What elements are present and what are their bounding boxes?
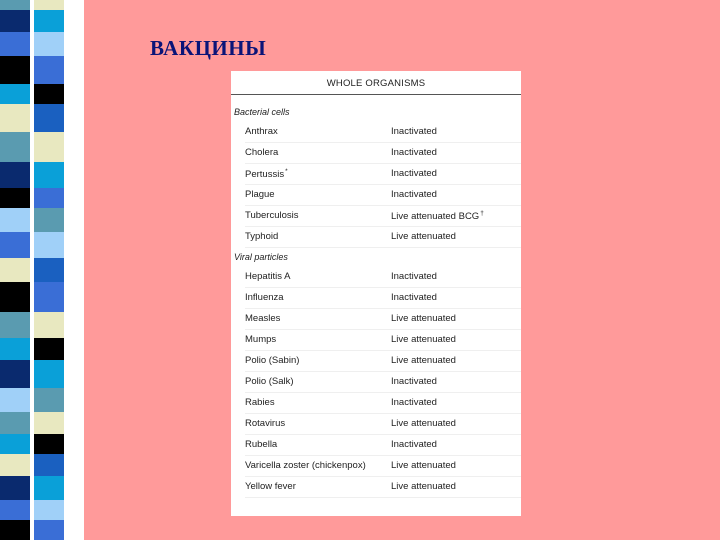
organism-name: Anthrax	[245, 126, 278, 137]
vaccine-type: Inactivated	[391, 439, 437, 450]
stripe-block	[34, 500, 64, 520]
footnote-marker: *	[285, 168, 288, 175]
stripe-block	[34, 476, 64, 500]
heading-divider	[231, 94, 521, 95]
row-divider	[245, 497, 521, 498]
stripe-block	[0, 360, 30, 388]
organism-name: Plague	[245, 189, 275, 200]
vaccine-type: Live attenuated BCG†	[391, 210, 484, 223]
decorative-color-stripe	[0, 0, 68, 540]
stripe-block	[34, 520, 64, 540]
vaccine-type: Inactivated	[391, 189, 437, 200]
stripe-block	[0, 476, 30, 500]
stripe-block	[0, 188, 30, 208]
stripe-block	[0, 338, 30, 360]
table-row	[231, 164, 521, 185]
stripe-block	[0, 312, 30, 338]
table-row	[231, 185, 521, 206]
organism-name: Measles	[245, 313, 281, 324]
vaccine-type: Inactivated	[391, 126, 437, 137]
organism-name: Varicella zoster (chickenpox)	[245, 460, 366, 471]
vaccine-type: Live attenuated	[391, 355, 456, 366]
table-row	[231, 330, 521, 351]
stripe-block	[34, 208, 64, 232]
stripe-block	[34, 32, 64, 56]
organism-name: Hepatitis A	[245, 271, 291, 282]
stripe-block	[34, 412, 64, 434]
table-row	[231, 393, 521, 414]
stripe-block	[34, 162, 64, 188]
stripe-block	[0, 104, 30, 132]
table-row	[231, 267, 521, 288]
vaccine-type: Inactivated	[391, 271, 437, 282]
vaccine-type: Live attenuated	[391, 460, 456, 471]
stripe-block	[0, 84, 30, 104]
table-row	[231, 414, 521, 435]
stripe-block	[0, 32, 30, 56]
stripe-block	[0, 232, 30, 258]
section-label: Viral particles	[234, 252, 288, 262]
stripe-block	[0, 282, 30, 312]
stripe-block	[0, 0, 30, 10]
organism-name: Cholera	[245, 147, 279, 158]
vaccine-type: Live attenuated	[391, 334, 456, 345]
stripe-block	[34, 10, 64, 32]
vaccine-type: Inactivated	[391, 376, 437, 387]
organism-name: Typhoid	[245, 231, 279, 242]
slide-title: ВАКЦИНЫ	[150, 36, 267, 60]
table-heading: WHOLE ORGANISMS	[326, 78, 426, 89]
stripe-block	[0, 412, 30, 434]
table-row	[231, 143, 521, 164]
stripe-block	[0, 162, 30, 188]
stripe-block	[34, 56, 64, 84]
table-row	[231, 288, 521, 309]
organism-name: Polio (Salk)	[245, 376, 294, 387]
footnote-marker: †	[480, 210, 484, 217]
table-row	[231, 122, 521, 143]
stripe-block	[0, 520, 30, 540]
stripe-block	[34, 434, 64, 454]
table-row	[231, 227, 521, 248]
stripe-block	[34, 282, 64, 312]
stripe-block	[34, 258, 64, 282]
organism-name: Mumps	[245, 334, 277, 345]
vaccine-type: Inactivated	[391, 168, 437, 179]
organism-name: Pertussis*	[245, 168, 288, 181]
stripe-block	[34, 338, 64, 360]
stripe-block	[0, 434, 30, 454]
stripe-block	[0, 56, 30, 84]
stripe-block	[0, 132, 30, 162]
vaccine-type: Live attenuated	[391, 481, 456, 492]
table-row	[231, 351, 521, 372]
row-divider	[245, 247, 521, 248]
vaccine-type: Live attenuated	[391, 313, 456, 324]
table-row	[231, 435, 521, 456]
table-row	[231, 206, 521, 227]
vaccine-type: Inactivated	[391, 147, 437, 158]
table-row	[231, 456, 521, 477]
stripe-block	[34, 188, 64, 208]
organism-name: Yellow fever	[245, 481, 296, 492]
vaccine-type: Live attenuated	[391, 418, 456, 429]
section-label: Bacterial cells	[234, 107, 290, 117]
table-row	[231, 372, 521, 393]
stripe-block	[34, 388, 64, 412]
stripe-block	[34, 0, 64, 10]
stripe-block	[0, 388, 30, 412]
table-row	[231, 477, 521, 498]
stripe-block	[34, 84, 64, 104]
vaccine-type: Inactivated	[391, 292, 437, 303]
vaccine-type: Inactivated	[391, 397, 437, 408]
organism-name: Rabies	[245, 397, 275, 408]
organism-name: Rotavirus	[245, 418, 286, 429]
organism-name: Tuberculosis	[245, 210, 299, 221]
stripe-block	[0, 258, 30, 282]
stripe-block	[0, 500, 30, 520]
table-row	[231, 309, 521, 330]
organism-name: Influenza	[245, 292, 284, 303]
stripe-block	[34, 454, 64, 476]
stripe-block	[0, 10, 30, 32]
stripe-block	[34, 232, 64, 258]
stripe-block	[34, 132, 64, 162]
vaccine-type: Live attenuated	[391, 231, 456, 242]
stripe-block	[0, 454, 30, 476]
organism-name: Polio (Sabin)	[245, 355, 300, 366]
stripe-block	[0, 208, 30, 232]
stripe-block	[34, 104, 64, 132]
vaccine-table-image	[231, 71, 521, 516]
stripe-block	[34, 360, 64, 388]
organism-name: Rubella	[245, 439, 278, 450]
stripe-block	[34, 312, 64, 338]
